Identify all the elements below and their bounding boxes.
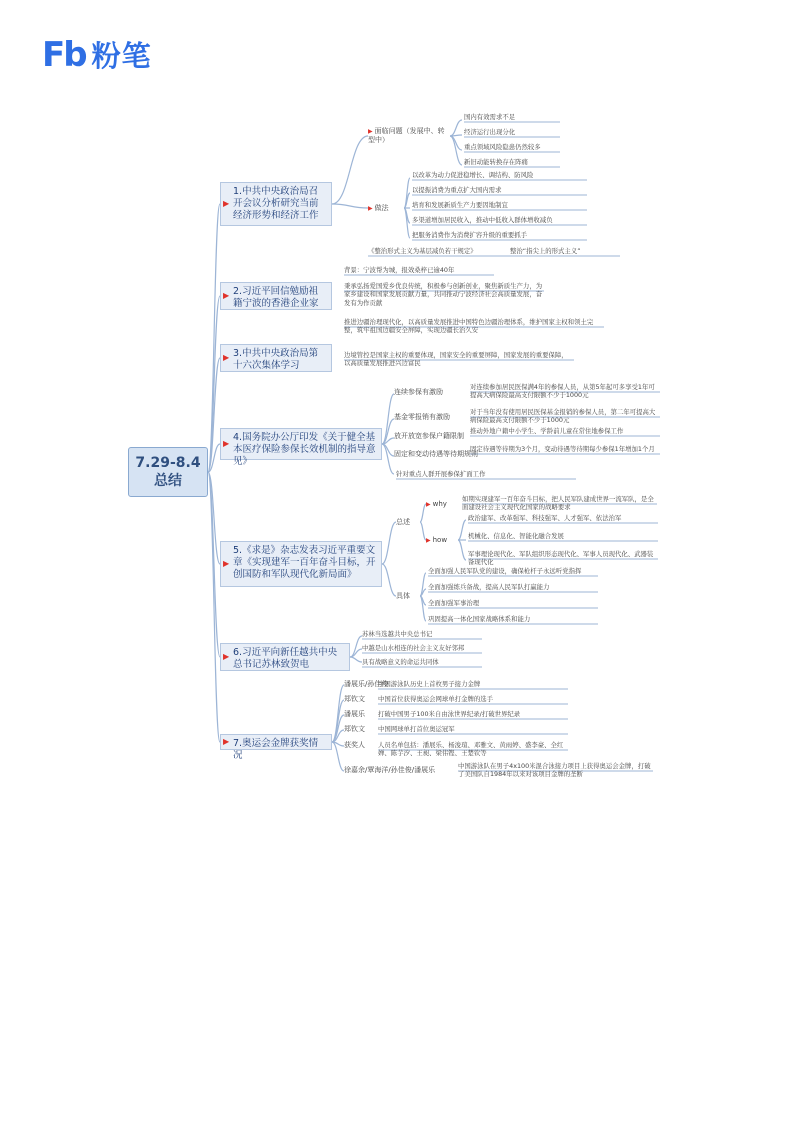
root-title: 7.29-8.4 — [135, 455, 201, 471]
leaf-text: 全面加强练兵备战，提高人民军队打赢能力 — [428, 583, 550, 591]
branch-title: 1.中共中央政治局召开会议分析研究当前经济形势和经济工作 — [233, 186, 319, 221]
sub-node: 徐嘉余/覃海洋/孙佳俊/潘展乐 — [344, 766, 436, 774]
leaf-text: 人员名单包括：潘展乐、杨浚瑄、邓雅文、黄雨婷、盛李豪、全红婵、陈芋汐、王昶、梁伟铿、王楚钦等 — [378, 741, 564, 758]
logo-mark: Fb — [42, 34, 86, 75]
sub-node — [368, 127, 450, 145]
leaf-text: 秉承弘扬爱国爱乡优良传统，积极参与创新创业，聚焦新质生产力，为家乡建设和国家发展贡献力量，共同推动宁波经济社会高质量发展，奋发有为作贡献 — [344, 282, 543, 307]
leaf-text: 巩固提高一体化国家战略体系和能力 — [428, 615, 531, 623]
flag-icon: ▶ — [223, 291, 230, 300]
leaf-text: 对于当年没有使用居民医保基金报销的参保人员，第二年可提高大病保险最高支付限额不少于1000元 — [470, 408, 656, 425]
leaf-text: 对连续参加居民医保满4年的参保人员，从第5年起可多享受1年可提高大病保险最高支付限额不少于1000元 — [470, 383, 655, 400]
branch-node — [220, 643, 350, 671]
branch-curve — [350, 657, 362, 662]
flag-icon: ▶ — [223, 559, 230, 568]
branch-curve — [332, 685, 344, 742]
branch-curve — [382, 522, 396, 564]
leaf-text: 全面加强人民军队党的建设，确保枪杆子永远听党指挥 — [428, 567, 582, 575]
flag-icon: ▶ — [223, 439, 230, 448]
leaf-text: 全面加强军事治理 — [428, 599, 480, 607]
branch-title: 5.《求是》杂志发表习近平重要文章《实现建军一百年奋斗目标，开创国防和军队现代化新局面》 — [233, 545, 376, 580]
leaf-text: 国内有效需求不足 — [464, 113, 516, 121]
flag-icon: ▶ — [223, 353, 230, 362]
branch-curve — [332, 136, 368, 204]
leaf-text: 中国首位获得奥运会网球单打金牌的选手 — [378, 695, 494, 703]
branch-node — [220, 344, 332, 372]
leaf-text: 背景：宁波帮为城，报效桑梓已逾40年 — [344, 266, 455, 274]
note-text: 《整治形式主义为基层减负若干规定》 — [368, 247, 477, 255]
branch-node — [220, 541, 382, 587]
branch-curve — [208, 204, 220, 472]
flag-icon: ▶ — [223, 737, 230, 746]
branch-title: 6.习近平向新任越共中央总书记苏林致贺电 — [233, 647, 338, 670]
leaf-text: 军事理论现代化、军队组织形态现代化、军事人员现代化、武器装备现代化 — [468, 550, 654, 567]
leaf-text: 把服务消费作为消费扩容升级的重要抓手 — [412, 231, 528, 239]
sub-node-label: 总述 — [396, 518, 410, 526]
branch-node — [220, 282, 332, 310]
flag-icon: ▶ — [368, 128, 373, 135]
sub-node — [426, 500, 460, 509]
sub-node: 放开放宽参保户籍限制 — [394, 432, 464, 440]
flag-icon: ▶ — [368, 205, 373, 212]
sub-node: 潘展乐/孙佳俊 — [344, 680, 389, 688]
leaf-text: 推进边疆治理现代化，以高质量发展推进中国特色边疆治理体系，维护国家主权和领土完整，筑牢祖国边疆安全屏障，实现边疆长治久安 — [344, 318, 594, 335]
flag-icon: ▶ — [426, 501, 431, 508]
branch-curve — [450, 120, 462, 136]
leaf-text: 经济运行出现分化 — [464, 128, 516, 136]
sub-node-label: 具体 — [396, 592, 410, 600]
sub-node: 获奖人 — [344, 741, 365, 749]
leaf-text: 机械化、信息化、智能化融合发展 — [468, 532, 564, 540]
leaf-text: 中国网球单打首位奥运冠军 — [378, 725, 455, 733]
note-text: 整治“指尖上的形式主义” — [510, 247, 581, 255]
leaf-text: 边境管控是国家主权的重要体现，国家安全的重要屏障，国家发展的重要保障，以高质量发展推进兴边富民 — [344, 351, 568, 368]
flag-icon: ▶ — [426, 537, 431, 544]
root-node — [128, 447, 208, 497]
leaf-text: 如期实现建军一百年奋斗目标，把人民军队建成世界一流军队，是全面建设社会主义现代化国家的战略要求 — [462, 495, 654, 512]
sub-node-label: why — [432, 500, 447, 508]
flag-icon: ▶ — [223, 199, 230, 208]
leaf-text: 重点领域风险隐患仍然较多 — [464, 143, 541, 151]
leaf-text: 中越是山水相连的社会主义友好邻邦 — [362, 644, 465, 652]
branch-node — [220, 428, 382, 467]
branch-curve — [450, 136, 462, 165]
branch-node — [220, 734, 332, 761]
sub-node-label: how — [432, 536, 448, 544]
branch-title: 2.习近平回信勉励祖籍宁波的香港企业家 — [233, 286, 319, 309]
sub-node: 基金零报销有激励 — [394, 413, 450, 421]
leaf-text: 中国游泳队在男子4x100米混合泳接力项目上获得奥运会金牌，打破了美国队自1984年以来对该项目金牌的垄断 — [458, 762, 651, 779]
sub-node — [396, 592, 430, 601]
root-subtitle: 总结 — [154, 473, 182, 489]
leaf-text: 苏林当选越共中央总书记 — [362, 630, 433, 638]
branch-curve — [382, 394, 394, 444]
branch-node — [220, 182, 332, 226]
leaf-text: 中国游泳队历史上首枚男子接力金牌 — [378, 680, 481, 688]
leaf-text: 具有战略意义的命运共同体 — [362, 658, 439, 666]
branch-title: 4.国务院办公厅印发《关于健全基本医疗保险参保长效机制的指导意见》 — [233, 432, 376, 467]
sub-node — [396, 518, 430, 527]
leaf-text: 培育和发展新质生产力要因地制宜 — [412, 201, 508, 209]
leaf-text: 新旧动能转换存在阵痛 — [464, 158, 528, 166]
sub-node: 固定和变动待遇等待期规则 — [394, 450, 478, 458]
sub-node: 连续参保有激励 — [394, 388, 443, 396]
sub-node — [426, 536, 460, 545]
leaf-text: 多渠道增加居民收入，推动中低收入群体增收减负 — [412, 216, 553, 224]
leaf-text: 推动外地户籍中小学生、学龄前儿童在常住地参保工作 — [470, 427, 624, 435]
leaf-text: 政治建军、改革强军、科技强军、人才强军、依法治军 — [468, 514, 622, 522]
logo-text: 粉笔 — [91, 39, 152, 73]
sub-node — [368, 204, 408, 213]
branch-curve — [332, 204, 368, 208]
branch-title: 3.中共中央政治局第十六次集体学习 — [233, 348, 319, 371]
sub-node: 郑钦文 — [344, 695, 365, 703]
flag-icon: ▶ — [223, 652, 230, 661]
leaf-text: 打破中国男子100米自由泳世界纪录/打破世界纪录 — [378, 710, 521, 718]
leaf-text: 以改革为动力促进稳增长、调结构、防风险 — [412, 171, 534, 179]
leaf-text: 固定待遇等待期为3个月，变动待遇等待期每少参保1年增加1个月 — [470, 445, 655, 453]
branch-curve — [382, 444, 394, 474]
leaf-text: 针对重点人群开展参保扩面工作 — [396, 470, 486, 478]
branch-curve — [382, 564, 396, 596]
branch-title: 7.奥运会金牌获奖情况 — [233, 738, 319, 761]
sub-node-label: 面临问题（发展中、转型中） — [368, 127, 445, 144]
sub-node: 郑钦文 — [344, 725, 365, 733]
sub-node-label: 做法 — [374, 204, 389, 212]
sub-node: 潘展乐 — [344, 710, 365, 718]
leaf-text: 以提振消费为重点扩大国内需求 — [412, 186, 502, 194]
